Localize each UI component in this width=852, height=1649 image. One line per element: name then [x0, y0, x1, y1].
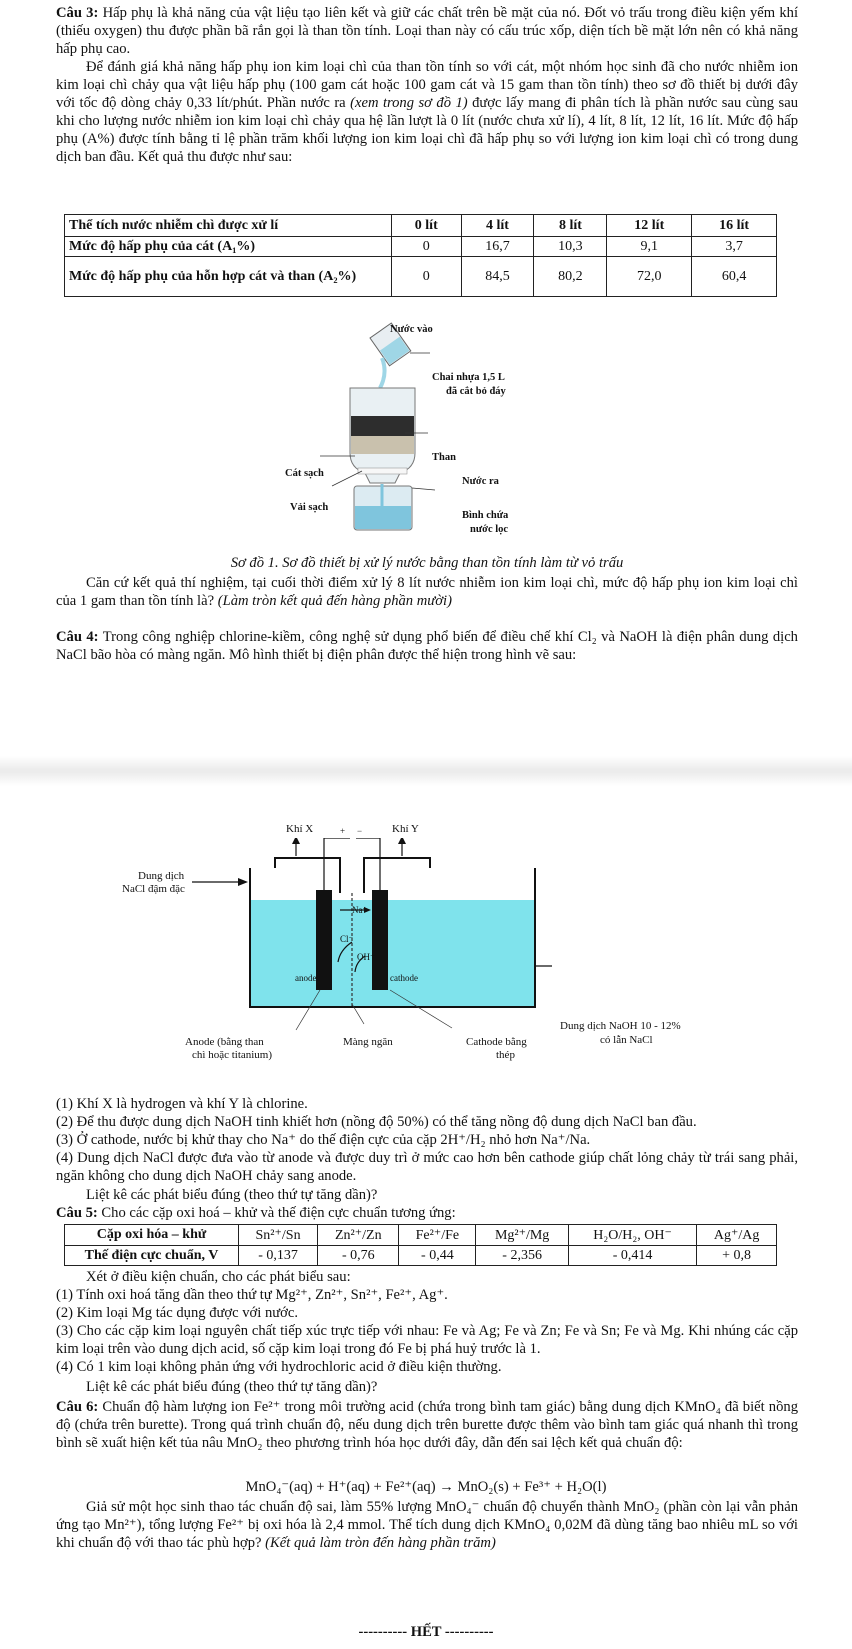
- label-plus: +: [340, 826, 346, 836]
- q4-statement-1: (1) Khí X là hydrogen và khí Y là chlorine.: [56, 1096, 308, 1112]
- label-water-out: Nước ra: [462, 476, 499, 487]
- label-nacl-in: Dung dịch: [138, 870, 185, 882]
- q6-paragraph-2: Giả sử một học sinh thao tác chuẩn độ sai, làm 55% lượng MnO₄⁻ chuẩn độ chuyển thành MnO₂ (phần còn lại vẫn phản ứng tạo Mn²⁺), tổng lượng Fe²⁺ bị oxi hóa là 2,4 mmol. Thể tích dung dịch KMnO₄ 0,02M đã dùng tăng bao nhiêu mL so với khi chuẩn độ với thao tác phù hợp? (Kết quả làm tròn đến hàng phần trăm): [56, 1499, 798, 1551]
- label-bottle: Chai nhựa 1,5 L: [432, 372, 505, 383]
- label-cloth: Vải sạch: [290, 502, 329, 513]
- label-na-ion: Na⁺: [352, 905, 368, 915]
- q3-paragraph-2: Để đánh giá khả năng hấp phụ ion kim loại chì của than tồn tính so với cát, một nhóm học sinh đã cho nước nhiễm ion kim loại chì chảy qua vật liệu hấp phụ (100 gam cát hoặc 100 gam cát và 15 gam than tồn tính) theo sơ đồ thiết bị dưới đây với tốc độ dòng chảy 0,33 lít/phút. Phần nước ra (xem trong sơ đồ 1) được lấy mang đi phân tích là phần nước sau cùng sau khi cho lượng nước nhiễm ion kim loại chì chảy qua hệ lần lượt là 0 lít (nước chưa xử lí), 4 lít, 8 lít, 12 lít, 16 lít. Mức độ hấp phụ (A%) được tính bằng tỉ lệ phần trăm khối lượng ion kim loại chì đã hấp phụ so với lượng ion kim loại chì có trong dung dịch ban đầu. Kết quả thu được như sau:: [56, 59, 798, 165]
- label-anode-material-2: chì hoặc titanium): [192, 1049, 273, 1061]
- label-cl-ion: Cl⁻: [340, 934, 354, 944]
- q5-potential-table: Cặp oxi hóa – khử Sn²⁺/Sn Zn²⁺/Zn Fe²⁺/Fe Mg²⁺/Mg H₂O/H₂, OH⁻ Ag⁺/Ag Thế điện cực chuẩn, V - 0,137 - 0,76 - 0,44 - 2,356 - 0,414 + 0,8: [64, 1224, 777, 1266]
- end-marker: ---------- HẾT ----------: [358, 1624, 494, 1640]
- diagram-1-caption: Sơ đồ 1. Sơ đồ thiết bị xử lý nước bằng than tồn tính làm từ vỏ trấu: [230, 555, 624, 571]
- cloth-layer: [358, 468, 407, 474]
- label-naoh: Dung dịch NaOH 10 - 12%: [560, 1020, 681, 1032]
- q3-intro: Hấp phụ là khả năng của vật liệu tạo liên kết và giữ các chất trên bề mặt của nó. Đốt vỏ trấu trong điều kiện yếm khí (thiếu oxygen) thu được phần bã rắn gọi là than tồn tính. Loại than này có cấu trúc xốp, diện tích bề mặt lớn nên có khả năng hấp phụ cao.: [56, 5, 798, 57]
- label-container-2: nước lọc: [470, 524, 509, 535]
- label-nacl-in-2: NaCl đậm đặc: [122, 883, 185, 895]
- label-cathode-material-2: thép: [496, 1049, 515, 1061]
- label-anode: anode: [295, 973, 317, 983]
- q4-ask: Liệt kê các phát biểu đúng (theo thứ tự tăng dần)?: [86, 1187, 378, 1203]
- q3-results-table: Thể tích nước nhiễm chì được xử lí 0 lít 4 lít 8 lít 12 lít 16 lít Mức độ hấp phụ của cát (A₁%) 0 16,7 10,3 9,1 3,7 Mức độ hấp phụ của hỗn hợp cát và than (A₂%) 0 84,5 80,2 72,0 60,4: [64, 214, 777, 297]
- label-gas-x: Khí X: [286, 823, 314, 835]
- electrolysis-diagram: [180, 838, 560, 1053]
- label-cathode-material: Cathode bằng: [466, 1036, 527, 1048]
- cathode-electrode: [372, 890, 388, 990]
- label-gas-y: Khí Y: [392, 823, 419, 835]
- q3-paragraph-1: [56, 4, 798, 58]
- q6-intro: Câu 6: Chuẩn độ hàm lượng ion Fe²⁺ trong môi trường acid (chứa trong bình tam giác) bằng dung dịch KMnO₄ đã biết nồng độ (chứa trên burette). Trong quá trình chuẩn độ, nếu dung dịch trên burette được thêm vào bình tam giác quá nhanh thì trong bình sẽ xuất hiện kết tủa nâu MnO₂ theo phương trình hóa học dưới đây, dẫn đến sai lệch kết quả chuẩn độ:: [56, 1399, 798, 1451]
- q3-label: Câu 3:: [56, 5, 99, 21]
- label-bottle-cut: đã cắt bỏ đáy: [446, 386, 506, 397]
- q5-statement-3: (3) Cho các cặp kim loại nguyên chất tiếp xúc trực tiếp với nhau: Fe và Ag; Fe và Zn; Fe và Sn; Fe và Mg. Khi nhúng các cặp kim loại trên vào dung dịch acid, số cặp kim loại trong đó Fe bị phá huỷ trước là 1.: [56, 1323, 798, 1357]
- anode-electrode: [316, 890, 332, 990]
- label-cathode: cathode: [390, 973, 418, 983]
- label-oh-ion: OH⁻: [357, 952, 375, 962]
- q5-label: Câu 5:: [56, 1205, 98, 1221]
- label-membrane: Màng ngăn: [343, 1036, 393, 1048]
- q5-intro: Câu 5: Cho các cặp oxi hoá – khử và thế điện cực chuẩn tương ứng:: [56, 1205, 456, 1221]
- label-minus: −: [357, 826, 363, 836]
- q5-statement-1: (1) Tính oxi hoá tăng dần theo thứ tự Mg²⁺, Zn²⁺, Sn²⁺, Fe²⁺, Ag⁺.: [56, 1287, 448, 1303]
- q6-label: Câu 6:: [56, 1399, 99, 1415]
- q4-statement-3: (3) Ở cathode, nước bị khử thay cho Na⁺ do thế điện cực của cặp 2H⁺/H₂ nhỏ hơn Na⁺/Na.: [56, 1132, 591, 1148]
- q4-statement-4: (4) Dung dịch NaCl được đưa vào từ anode và được duy trì ở mức cao hơn bên cathode giúp chất lỏng chảy từ trái sang phải, ngăn không cho dung dịch NaOH chảy sang anode.: [56, 1150, 798, 1184]
- q5-ask: Liệt kê các phát biểu đúng (theo thứ tự tăng dần)?: [86, 1379, 378, 1395]
- q4-label: Câu 4:: [56, 629, 99, 645]
- q6-equation: MnO₄⁻(aq) + H⁺(aq) + Fe²⁺(aq) → MnO₂(s) + Fe³⁺ + H₂O(l): [245, 1479, 607, 1495]
- q4-intro: Câu 4: Trong công nghiệp chlorine-kiềm, công nghệ sử dụng phổ biến để điều chế khí Cl₂ và NaOH là điện phân dung dịch NaCl bão hòa có màng ngăn. Mô hình thiết bị điện phân được thể hiện trong hình vẽ sau:: [56, 629, 798, 663]
- electrolyte-liquid: [250, 900, 535, 1007]
- label-naoh-2: có lẫn NaCl: [600, 1034, 653, 1046]
- label-sand: Cát sạch: [285, 468, 324, 479]
- label-container: Bình chứa: [462, 510, 509, 521]
- sand-layer: [351, 436, 414, 454]
- q5-statement-4: (4) Có 1 kim loại không phản ứng với hydrochloric acid ở điều kiện thường.: [56, 1359, 502, 1375]
- q3-question: Căn cứ kết quả thí nghiệm, tại cuối thời điểm xử lý 8 lít nước nhiễm ion kim loại chì, mức độ hấp phụ ion kim loại chì của 1 gam than tồn tính là? (Làm tròn kết quả đến hàng phần mười): [56, 575, 798, 609]
- q5-condition: Xét ở điều kiện chuẩn, cho các phát biểu sau:: [86, 1269, 351, 1285]
- label-charcoal: Than: [432, 452, 456, 463]
- q4-statement-2: (2) Để thu được dung dịch NaOH tinh khiết hơn (nồng độ 50%) có thể tăng nồng độ dung dịch NaCl ban đầu.: [56, 1114, 697, 1130]
- label-water-in: Nước vào: [390, 324, 433, 335]
- page-break-separator: [0, 756, 852, 786]
- q5-statement-2: (2) Kim loại Mg tác dụng được với nước.: [56, 1305, 299, 1321]
- charcoal-layer: [351, 416, 414, 436]
- label-anode-material: Anode (bằng than: [185, 1036, 264, 1048]
